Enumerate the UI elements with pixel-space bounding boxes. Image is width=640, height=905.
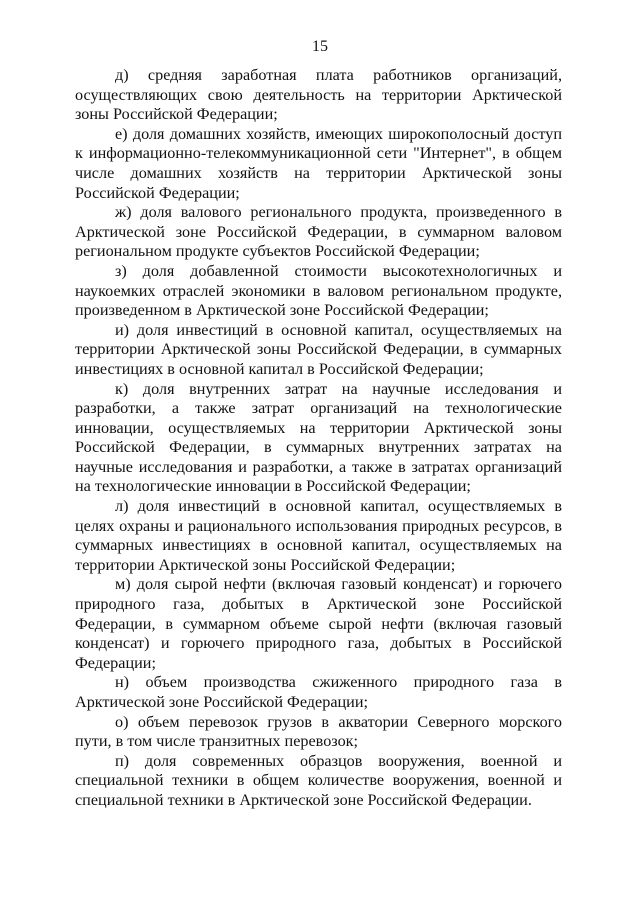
document-body xyxy=(75,66,562,811)
list-item-e: е) доля домашних хозяйств, имеющих широкополосный доступ к информационно-телекоммуникационной сети "Интернет", в общем числе домашних хозяйств на территории Арктической зоны Российской Федерации; xyxy=(75,124,562,202)
list-item-z: з) доля добавленной стоимости высокотехнологичных и наукоемких отраслей экономики в валовом региональном продукте, произведенном в Арктической зоне Российской Федерации; xyxy=(75,261,562,320)
list-item-l: л) доля инвестиций в основной капитал, осуществляемых в целях охраны и рационального использования природных ресурсов, в суммарных инвестициях в основной капитал, осуществляемых на территории Арктической зоны Российской Федерации; xyxy=(75,497,562,574)
list-item-k: к) доля внутренних затрат на научные исследования и разработки, а также затрат организаций на технологические инновации, осуществляемых на территории Арктической зоны Российской Федерации, в суммарных внутренних затратах на научные исследования и разработки, а также в затратах организаций на технологические инновации в Российской Федерации; xyxy=(75,379,562,496)
list-item-d: д) средняя заработная плата работников организаций, осуществляющих свою деятельность на территории Арктической зоны Российской Федерации; xyxy=(75,66,562,124)
list-item-m: м) доля сырой нефти (включая газовый конденсат) и горючего природного газа, добытых в Арктической зоне Российской Федерации, в суммарном объеме сырой нефти (включая газовый конденсат) и горючего природного газа, добытых в Российской Федерации; xyxy=(75,575,562,672)
page-number: 15 xyxy=(312,38,328,55)
list-item-zh: ж) доля валового регионального продукта, произведенного в Арктической зоне Российской Федерации, в суммарном валовом региональном продукте субъектов Российской Федерации; xyxy=(75,203,562,261)
list-item-n: н) объем производства сжиженного природного газа в Арктической зоне Российской Федерации; xyxy=(75,673,562,711)
list-item-o: о) объем перевозок грузов в акватории Северного морского пути, в том числе транзитных перевозок; xyxy=(75,712,562,751)
list-item-p: п) доля современных образцов вооружения, военной и специальной техники в общем количестве вооружения, военной и специальной техники в Арктической зоне Российской Федерации. xyxy=(75,751,562,809)
list-item-i: и) доля инвестиций в основной капитал, осуществляемых на территории Арктической зоны Российской Федерации, в суммарных инвестициях в основной капитал в Российской Федерации; xyxy=(75,320,562,378)
